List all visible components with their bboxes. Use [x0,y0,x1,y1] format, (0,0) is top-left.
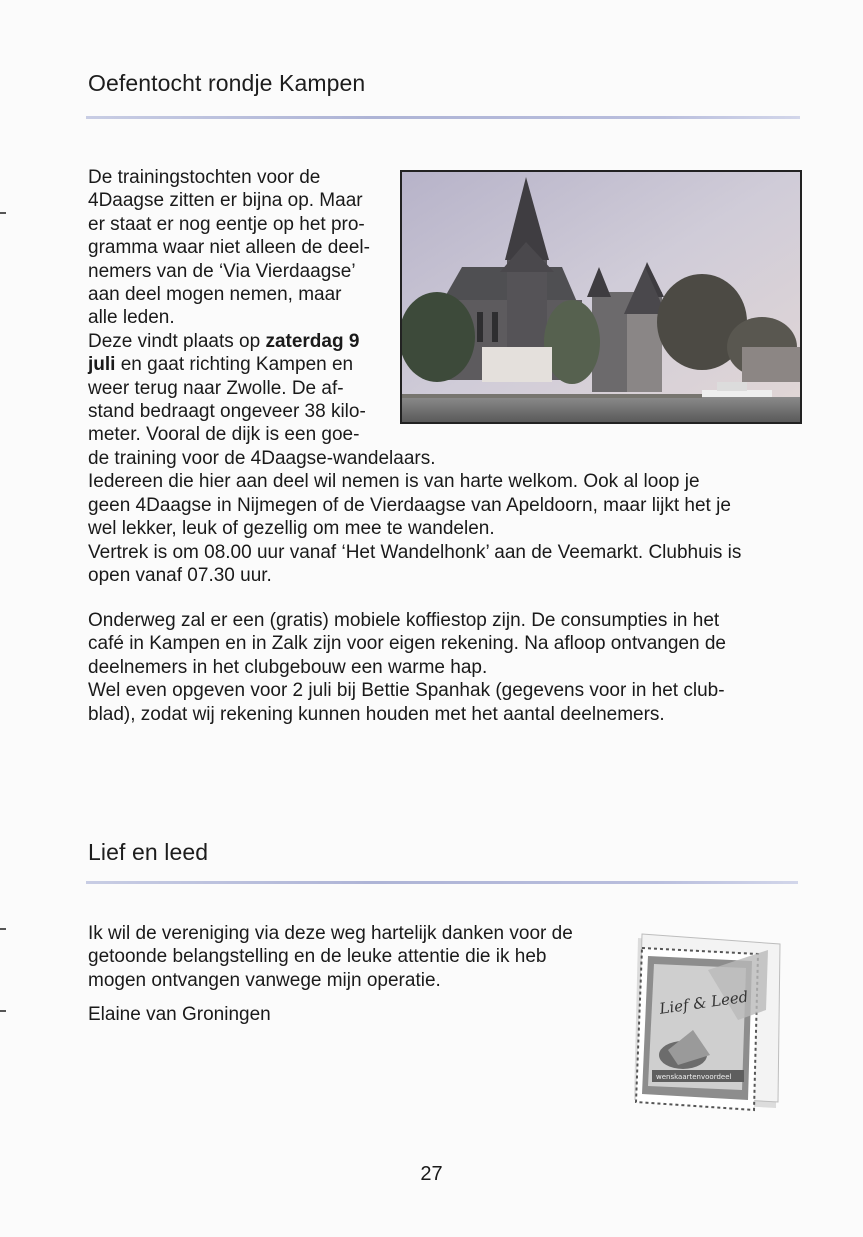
text-line: de training voor de 4Daagse-wandelaars. [88,448,436,469]
text-line: open vanaf 07.30 uur. [88,565,272,587]
text-line: geen 4Daagse in Nijmegen of de Vierdaagse van Apeldoorn, maar lijkt het je [88,494,731,516]
text-span: Deze vindt plaats op [88,330,266,352]
text-span: en gaat richting Kampen en [115,354,354,376]
text-line: Iedereen die hier aan deel wil nemen is van harte welkom. Ook al loop je [88,471,700,493]
stamp-title: Lief & Leed [658,987,750,1018]
text-line: meter. Vooral de dijk is een goe- [88,424,360,446]
text-line: weer terug naar Zwolle. De af- [88,377,344,399]
date-line [88,330,404,353]
paragraph-2 [88,609,808,726]
text-line: Vertrek is om 08.00 uur vanaf ‘Het Wandelhonk’ aan de Veemarkt. Clubhuis is [88,541,742,563]
text-line: Wel even opgeven voor 2 juli bij Bettie Spanhak (gegevens voor in het club- [88,680,725,702]
stamp-caption: wenskaartenvoordeel [656,1073,732,1081]
text-line: blad), zodat wij rekening kunnen houden met het aantal deelnemers. [88,703,665,725]
scan-edge-mark [0,928,6,930]
text-line: alle leden. [88,307,175,329]
text-line: aan deel mogen nemen, maar [88,284,342,306]
wrapped-text-block [88,166,404,447]
date-bold: zaterdag 9 [265,330,360,352]
month-bold: juli [88,354,116,376]
text-line: Ik wil de vereniging via deze weg hartelijk danken voor de [88,923,573,944]
lief-en-leed-stamp-image [628,930,784,1116]
text-line: gramma waar niet alleen de deel- [88,237,370,259]
full-width-text-block [88,447,808,587]
scan-edge-mark [0,212,6,214]
section-heading-oefentocht: Oefentocht rondje Kampen [88,70,366,96]
text-line: café in Kampen en in Zalk zijn voor eigen rekening. Na afloop ontvangen de [88,633,726,655]
text-line: 4Daagse zitten er bijna op. Maar [88,190,363,212]
signature: Elaine van Groningen [88,1004,271,1025]
heading-rule [86,116,800,119]
text-line: Onderweg zal er een (gratis) mobiele koffiestop zijn. De consumpties in het [88,610,720,631]
text-line: deelnemers in het clubgebouw een warme hap. [88,656,488,678]
text-line: er staat er nog eentje op het pro- [88,213,365,235]
text-line: getoonde belangstelling en de leuke attentie die ik heb [88,946,547,968]
page-number: 27 [420,1163,443,1185]
text-line: nemers van de ‘Via Vierdaagse’ [88,260,356,282]
text-line: mogen ontvangen vanwege mijn operatie. [88,969,441,991]
text-line: wel lekker, leuk of gezellig om mee te wandelen. [88,518,495,540]
thank-you-text [88,922,628,992]
section-heading-lief-en-leed: Lief en leed [88,839,209,865]
kampen-church-photo [400,170,802,424]
text-line: stand bedraagt ongeveer 38 kilo- [88,401,366,423]
date-line-2 [88,353,404,376]
scan-edge-mark [0,1010,6,1012]
text-line: De trainingstochten voor de [88,167,321,188]
heading-rule [86,881,798,884]
